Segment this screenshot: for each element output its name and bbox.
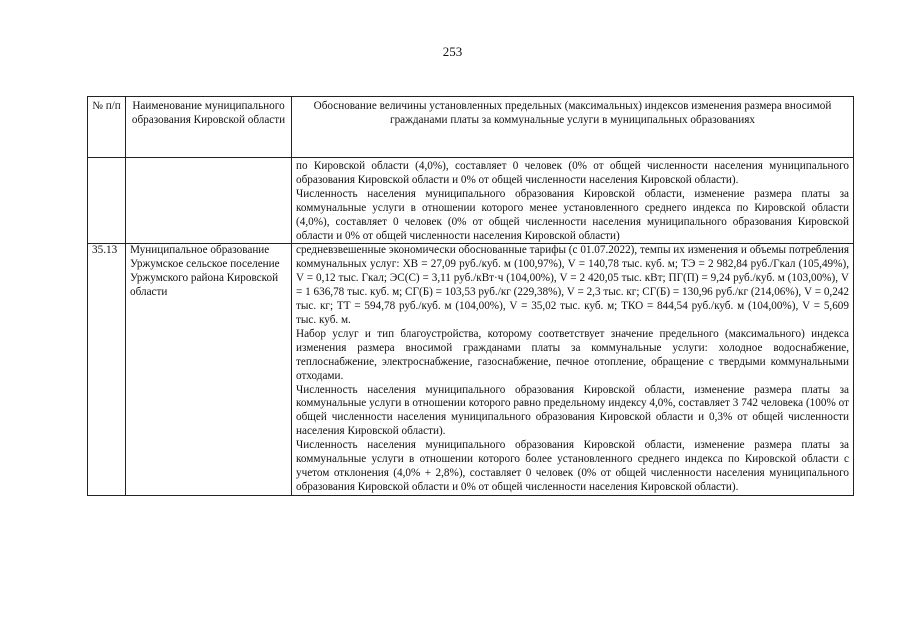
row-justification <box>292 244 854 495</box>
paragraph: Численность населения муниципального образования Кировской области, изменение размера платы за коммунальные услуги в отношении которого более установленного среднего индекса по Кировской области с учетом отклонения (4,0% + 2,8%), составляет 0 человек (0% от общей численности населения муниципального образования Кировской области и 0% от общей численности населения Кировской области). <box>296 439 849 493</box>
table-row <box>88 244 854 495</box>
paragraph: Численность населения муниципального образования Кировской области, изменение размера платы за коммунальные услуги в отношении которого менее установленного среднего индекса по Кировской области (4,0%), составляет 0 человек (0% от общей численности населения муниципального образования Кировской области и 0% от общей численности населения Кировской области) <box>296 187 849 242</box>
row-num <box>88 158 126 244</box>
table-header-row <box>88 97 854 158</box>
header-num: № п/п <box>88 97 126 158</box>
paragraph: по Кировской области (4,0%), составляет 0 человек (0% от общей численности населения муниципального образования Кировской области и 0% от общей численности населения Кировской области). <box>296 160 849 186</box>
row-justification <box>292 158 854 244</box>
row-name <box>126 158 292 244</box>
tariff-table <box>87 96 854 496</box>
paragraph: средневзвешенные экономически обоснованные тарифы (с 01.07.2022), темпы их изменения и объемы потребления коммунальных услуг: ХВ = 27,09 руб./куб. м (100,97%), V = 140,78 тыс. куб. м; ТЭ = 2 982,84 руб./Гкал (105,49%), V = 0,12 тыс. Гкал; ЭС(С) = 3,11 руб./кВт·ч (104,00%), V = 2 420,05 тыс. кВт; ПГ(П) = 9,24 руб./куб. м (103,00%), V = 1 636,78 тыс. куб. м; СГ(Б) = 103,53 руб./кг (229,38%), V = 2,3 тыс. кг; СГ(Б) = 130,96 руб./кг (214,06%), V = 0,242 тыс. кг; ТТ = 594,78 руб./куб. м (104,00%), V = 35,02 тыс. куб. м; ТКО = 844,54 руб./куб. м (104,00%), V = 5,609 тыс. куб. м. <box>296 244 849 326</box>
row-name: Муниципальное образование Уржумское сельское поселение Уржумского района Кировской области <box>126 244 292 495</box>
page-number: 253 <box>442 44 463 59</box>
header-justification: Обоснование величины установленных предельных (максимальных) индексов изменения размера вносимой гражданами платы за коммунальные услуги в муниципальных образованиях <box>292 97 854 158</box>
table-row <box>88 158 854 244</box>
paragraph: Набор услуг и тип благоустройства, которому соответствует значение предельного (максимального) индекса изменения размера вносимой гражданами платы за коммунальные услуги: холодное водоснабжение, теплоснабжение, электроснабжение, газоснабжение, печное отопление, обращение с твердыми коммунальными отходами. <box>296 327 849 382</box>
row-num: 35.13 <box>88 244 126 495</box>
header-name: Наименование муниципального образования Кировской области <box>126 97 292 158</box>
paragraph: Численность населения муниципального образования Кировской области, изменение размера платы за коммунальные услуги в отношении которого равно предельному индексу 4,0%, составляет 3 742 человека (100% от общей численности населения муниципального образования Кировской области и 0,3% от общей численности населения Кировской области). <box>296 383 849 438</box>
